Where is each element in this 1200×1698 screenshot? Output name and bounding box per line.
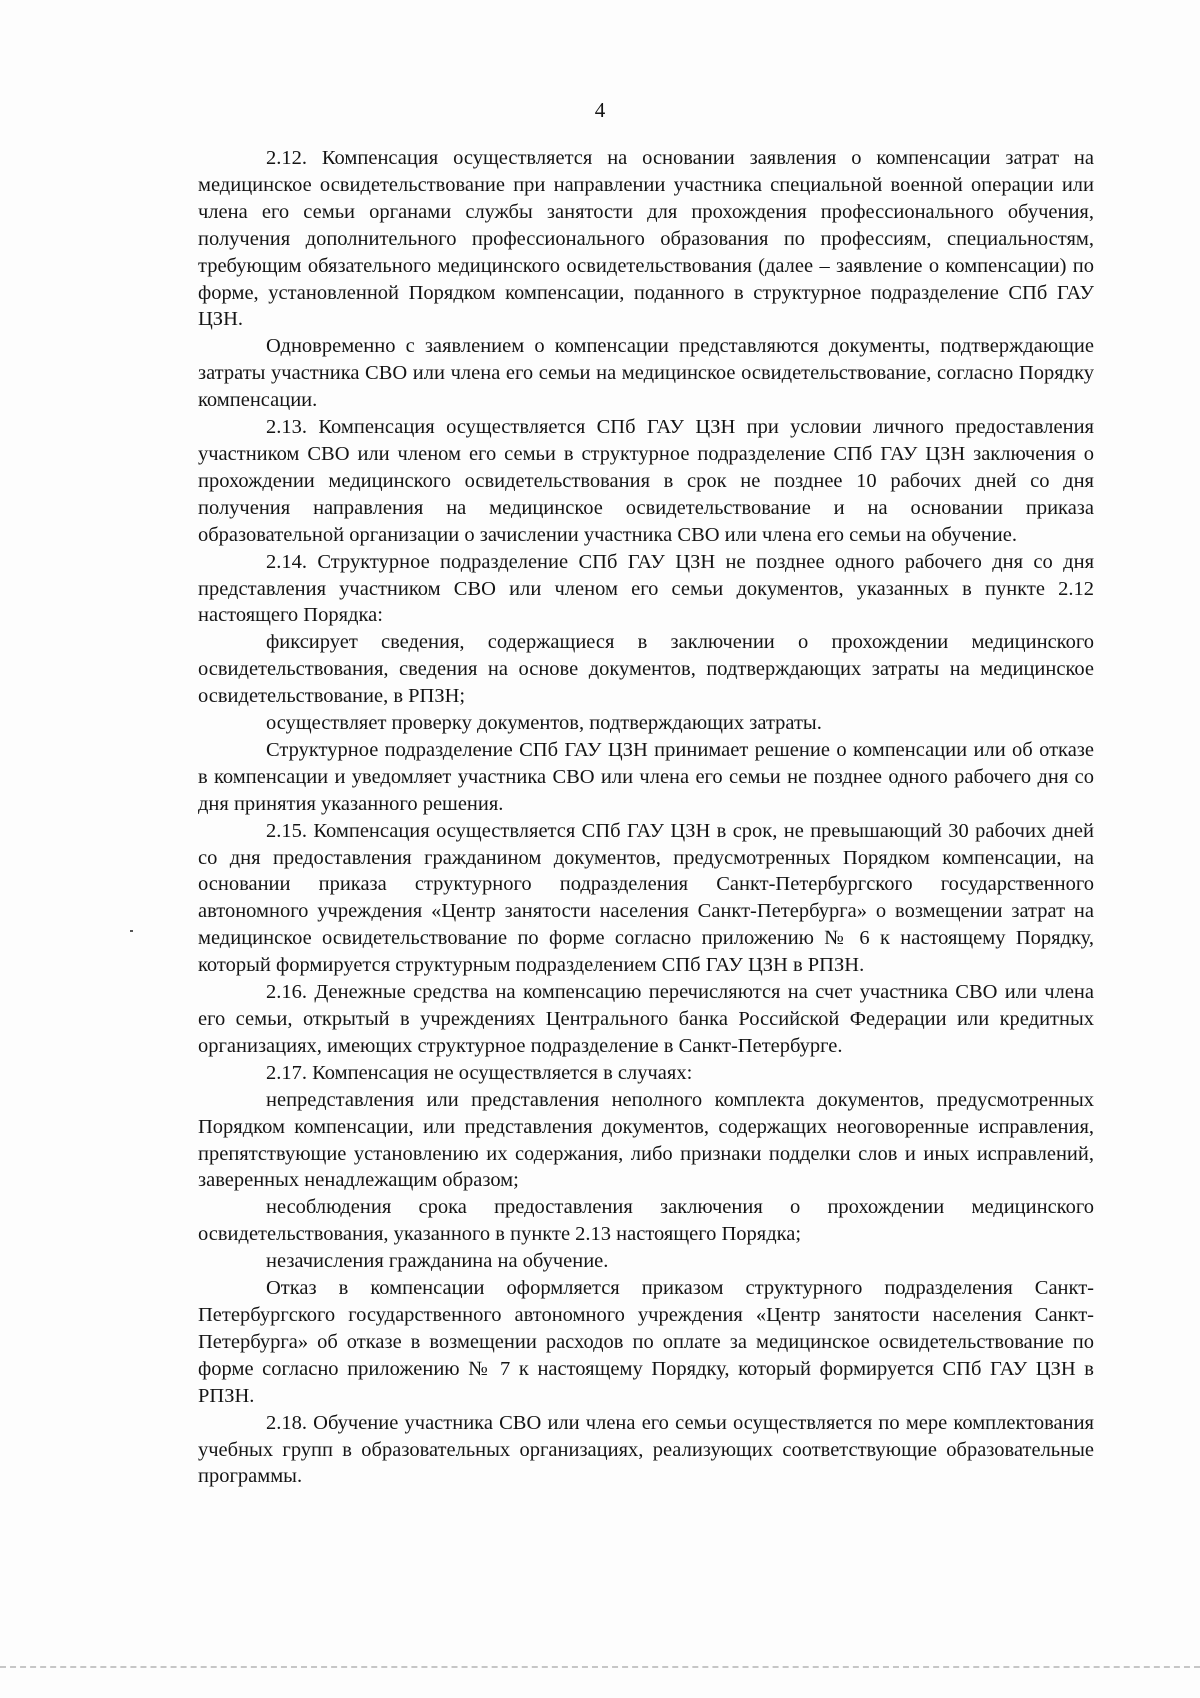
paragraph-2-13: 2.13. Компенсация осуществляется СПб ГАУ ЦЗН при условии личного предоставления участником СВО или членом его семьи в структурное подразделение СПб ГАУ ЦЗН заключения о прохождении медицинского освидетельствования в срок не позднее 10 рабочих дней со дня получения направления на медицинское освидетельствование и на основании приказа образовательной организации о зачислении участника СВО или члена его семьи на обучение. [198,416,1094,546]
scan-speck [130,930,133,932]
paragraph-documents-submitted: Одновременно с заявлением о компенсации представляются документы, подтверждающие затраты участника СВО или члена его семьи на медицинское освидетельствование, согласно Порядку компенсации. [198,335,1094,412]
paragraph-decision: Структурное подразделение СПб ГАУ ЦЗН принимает решение о компенсации или об отказе в компенсации и уведомляет участника СВО или члена его семьи не позднее одного рабочего дня со дня принятия указанного решения. [198,738,1094,815]
paragraph-2-18: 2.18. Обучение участника СВО или члена его семьи осуществляется по мере комплектования учебных групп в образовательных организациях, реализующих соответствующие образовательные программы. [198,1411,1094,1488]
paragraph-refusal: Отказ в компенсации оформляется приказом структурного подразделения Санкт-Петербургского государственного автономного учреждения «Центр занятости населения Санкт-Петербурга» об отказе в возмещении расходов по оплате за медицинское освидетельствование по форме согласно приложению № 7 к настоящему Порядку, который формируется СПб ГАУ ЦЗН в РПЗН. [198,1277,1094,1407]
paragraph-checks-documents: осуществляет проверку документов, подтверждающих затраты. [266,712,822,735]
paragraph-records-info: фиксирует сведения, содержащиеся в заключении о прохождении медицинского освидетельствования, сведения на основе документов, подтверждающих затраты на медицинское освидетельствование, в РПЗН; [198,631,1094,708]
paragraph-incomplete-documents: непредставления или представления неполного комплекта документов, предусмотренных Порядком компенсации, или представления документов, содержащих неоговоренные исправления, препятствующие установлению их содержания, либо признаки подделки слов и иных исправлений, заверенных ненадлежащим образом; [198,1088,1094,1192]
paragraph-2-17: 2.17. Компенсация не осуществляется в случаях: [266,1061,693,1084]
paragraph-2-16: 2.16. Денежные средства на компенсацию перечисляются на счет участника СВО или члена его семьи, открытый в учреждениях Центрального банка Российской Федерации или кредитных организациях, имеющих структурное подразделение в Санкт-Петербурге. [198,981,1094,1057]
paragraph-2-12: 2.12. Компенсация осуществляется на основании заявления о компенсации затрат на медицинское освидетельствование при направлении участника специальной военной операции или члена его семьи органами службы занятости для прохождения профессионального обучения, получения дополнительного профессионального образования по профессиям, специальностям, требующим обязательного медицинского освидетельствования (далее – заявление о компенсации) по форме, установленной Порядком компенсации, поданного в структурное подразделение СПб ГАУ ЦЗН. [198,147,1094,331]
paragraph-not-enrolled: незачисления гражданина на обучение. [266,1250,609,1273]
paragraph-2-14: 2.14. Структурное подразделение СПб ГАУ ЦЗН не позднее одного рабочего дня со дня представления участником СВО или членом его семьи документов, указанных в пункте 2.12 настоящего Порядка: [198,550,1094,627]
document-body [198,145,1094,1490]
page-number: 4 [594,98,606,122]
scan-bottom-edge [0,1666,1200,1668]
paragraph-2-15: 2.15. Компенсация осуществляется СПб ГАУ ЦЗН в срок, не превышающий 30 рабочих дней со дня предоставления гражданином документов, предусмотренных Порядком компенсации, на основании приказа структурного подразделения Санкт-Петербургского государственного автономного учреждения «Центр занятости населения Санкт-Петербурга» о возмещении затрат на медицинское освидетельствование по форме согласно приложению № 6 к настоящему Порядку, который формируется структурным подразделением СПб ГАУ ЦЗН в РПЗН. [198,819,1094,977]
paragraph-deadline-missed: несоблюдения срока предоставления заключения о прохождении медицинского освидетельствования, указанного в пункте 2.13 настоящего Порядка; [198,1196,1094,1246]
